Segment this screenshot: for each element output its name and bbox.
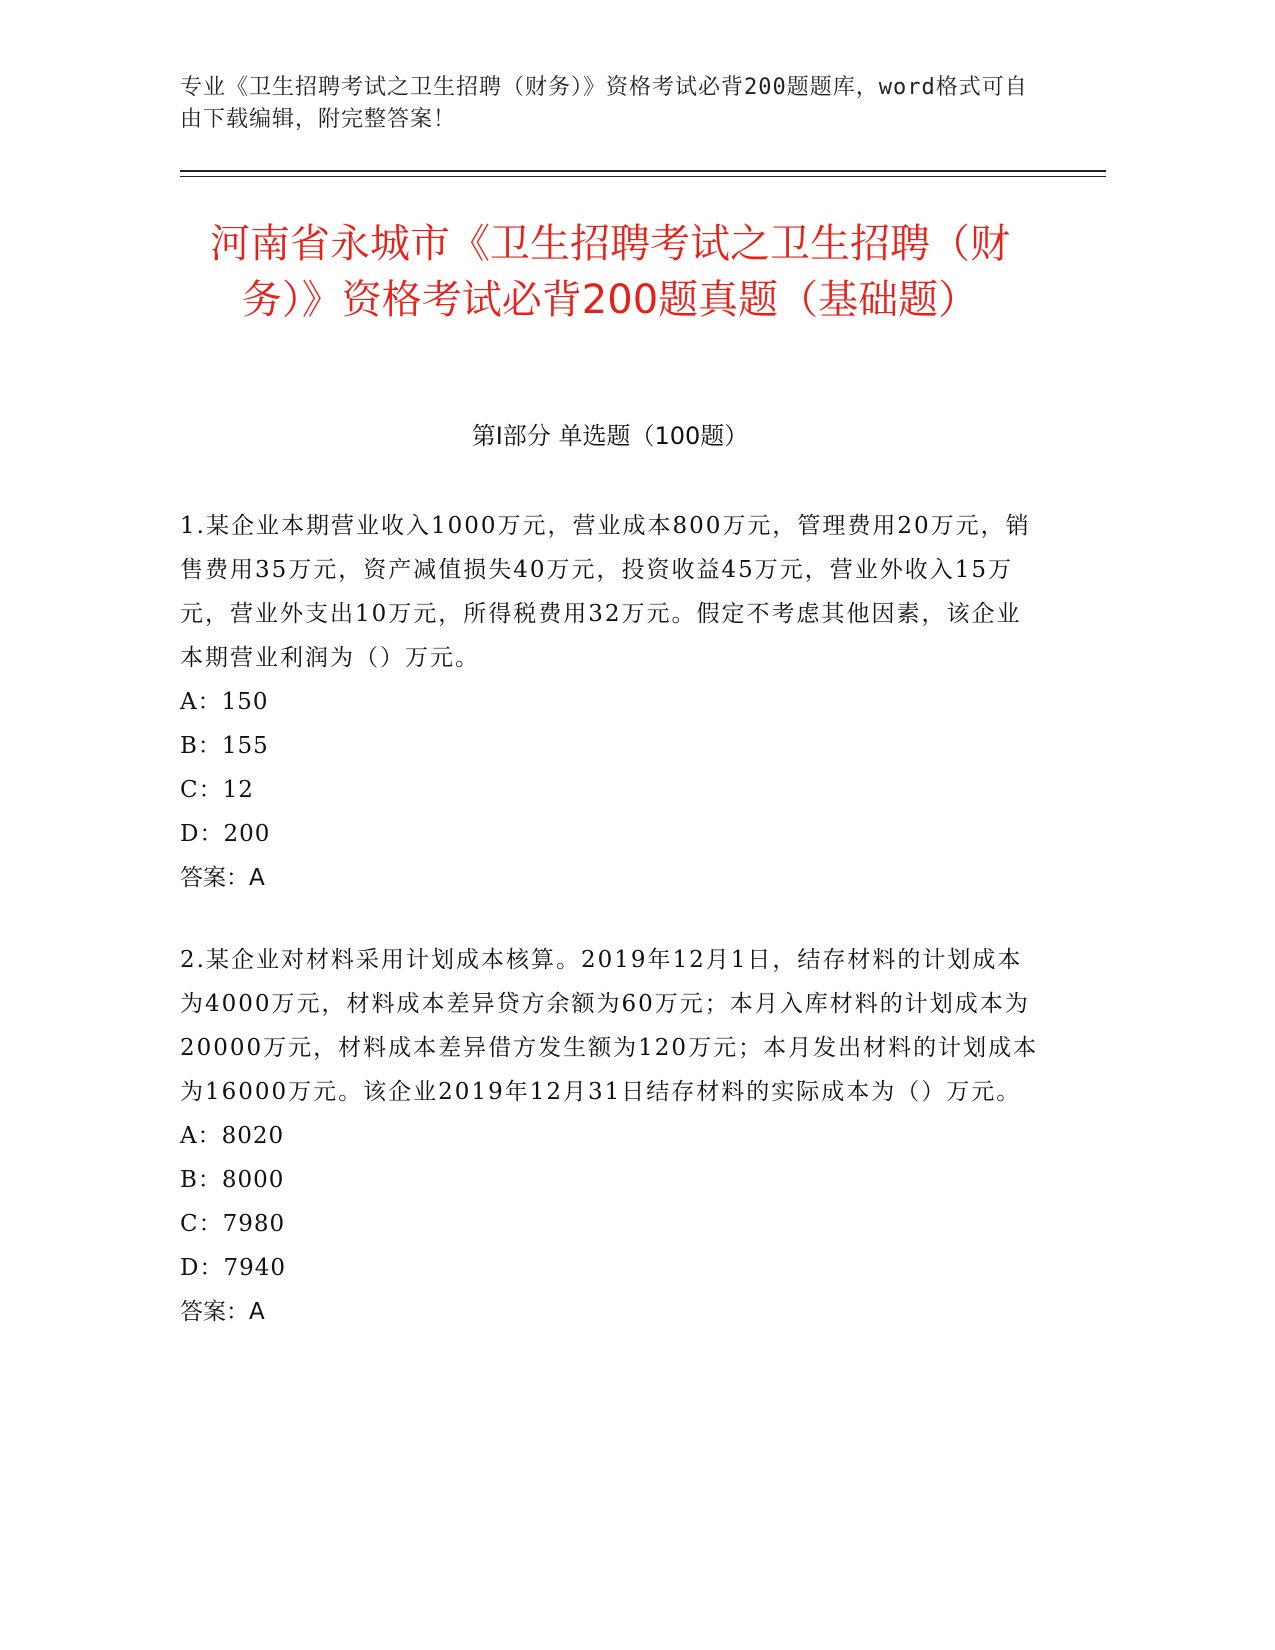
document-title: 河南省永城市《卫生招聘考试之卫生招聘（财务）》资格考试必背200题真题（基础题） (210, 221, 1010, 323)
option-b: B：8000 (180, 1167, 285, 1193)
question-2 (180, 938, 1040, 1334)
option-c: C：12 (180, 777, 254, 803)
answer: 答案：A (180, 865, 265, 891)
header-divider-thin (180, 176, 1106, 177)
section-heading: 第I部分 单选题（100题） (471, 422, 749, 450)
option-a: A：150 (180, 689, 269, 715)
option-c: C：7980 (180, 1211, 286, 1237)
answer: 答案：A (180, 1299, 265, 1325)
header-note: 专业《卫生招聘考试之卫生招聘（财务）》资格考试必背200题题库，word格式可自由下载编辑，附完整答案！ (180, 75, 1028, 132)
option-d: D：200 (180, 821, 271, 847)
header-divider-thick (180, 170, 1106, 172)
option-b: B：155 (180, 733, 269, 759)
option-a: A：8020 (180, 1123, 285, 1149)
question-stem: 2.某企业对材料采用计划成本核算。2019年12月1日，结存材料的计划成本为4000万元，材料成本差异贷方余额为60万元；本月入库材料的计划成本为20000万元，材料成本差异借方发生额为120万元；本月发出材料的计划成本为16000万元。该企业2019年12月31日结存材料的实际成本为（）万元。 (180, 947, 1039, 1105)
question-stem: 1.某企业本期营业收入1000万元，营业成本800万元，管理费用20万元，销售费用35万元，资产减值损失40万元，投资收益45万元，营业外收入15万元，营业外支出10万元，所得税费用32万元。假定不考虑其他因素，该企业本期营业利润为（）万元。 (180, 513, 1031, 671)
option-d: D：7940 (180, 1255, 286, 1281)
question-1 (180, 504, 1040, 900)
